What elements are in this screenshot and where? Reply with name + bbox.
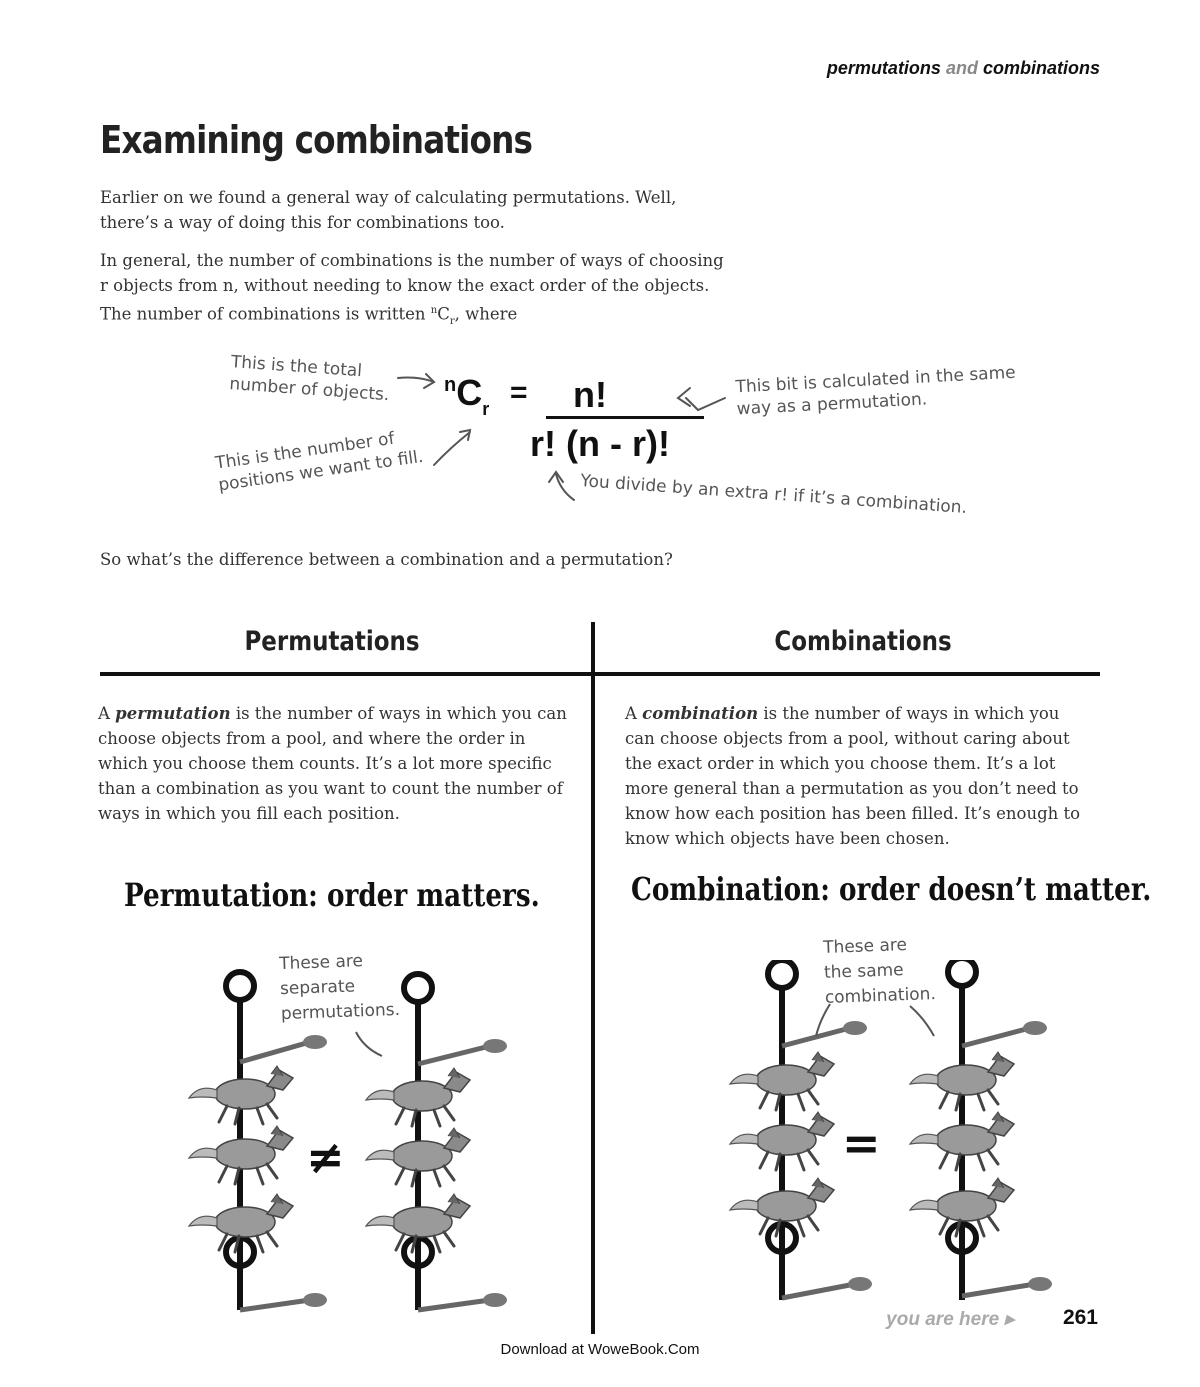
annotation-arrows [0,0,1200,560]
combinations-definition [625,701,1090,851]
running-head-and: and [945,58,978,78]
intro-paragraph-1: Earlier on we found a general way of calculating permutations. Well, there’s a way of doing this for combinations too. [100,188,677,232]
arrow-separate-perm [356,1032,382,1056]
note-positions: This is the number of positions we want to fill. [214,428,425,496]
formula-equals: = [510,376,528,409]
question: So what’s the difference between a combination and a permutation? [100,550,673,569]
not-equal-symbol: ≠ [306,1130,345,1184]
running-head-permutations: permutations [826,58,941,78]
arrow-total-objects [398,378,434,383]
permutation-tagline: Permutation: order matters. [124,876,540,914]
intro-p2-c: C [437,304,450,324]
note-permutation-bit: This bit is calculated in the same way as a permutation. [735,362,1017,420]
intro-p2-sup: n [430,305,438,316]
formula-denominator: r! (n - r)! [530,423,670,464]
perm-def-a: A [98,704,110,723]
permutation-pole-2 [366,974,507,1310]
horse-illustrations [150,960,1100,1320]
arrow-same-comb-2 [910,1006,934,1036]
arrow-permutation-head [678,388,690,406]
note-total-objects: This is the total number of objects. [228,352,390,406]
formula-sup-n: n [444,374,457,396]
formula-c: C [456,372,483,413]
combinations-heading: Combinations [774,626,952,657]
permutations-heading: Permutations [244,626,420,657]
intro-p2-where: , where [454,304,518,324]
page-number: 261 [1062,1306,1098,1329]
note-same-combination: These are the same combination. [822,935,937,1008]
arrow-positions [434,432,470,465]
you-are-here: you are here ▸ [886,1309,1014,1330]
note-separate-permutations: These are separate permutations. [278,951,401,1025]
formula-sub-r: r [482,399,490,419]
perm-def-term: permutation [115,704,231,723]
intro-p2-sub: r [449,315,455,327]
intro-p2-text: In general, the number of combinations is the number of ways of choosing r objects from n, without needing to know the exact order of the objects. The number of combinations is written [100,251,724,324]
arrow-divide [556,474,574,500]
arrow-permutation [686,398,725,410]
permutation-pole-1 [189,972,327,1310]
download-credit: Download at WoweBook.Com [500,1341,700,1358]
perm-def-rest: is the number of ways in which you can choose objects from a pool, and where the order in which you choose them counts. It’s a lot more specific than a combination as you want to count the number of ways in which you fill each position. [98,704,567,823]
comb-def-a: A [625,704,637,723]
running-head-combinations: combinations [982,58,1100,78]
page-title: Examining combinations [100,118,533,162]
formula-numerator: n! [573,374,607,415]
combination-pole-1 [730,960,872,1300]
arrow-same-comb-1 [816,1004,830,1036]
note-divide: You divide by an extra r! if it’s a combination. [579,471,968,519]
combination-tagline: Combination: order doesn’t matter. [631,870,1152,908]
comb-def-term: combination [642,704,759,723]
combination-pole-2 [910,960,1052,1300]
comb-def-rest: is the number of ways in which you can choose objects from a pool, without caring about the exact order in which you choose them. It’s a lot more general than a permutation as you don’t need to know how each position has been filled. It’s enough to know which objects have been chosen. [625,704,1081,848]
permutations-definition [98,701,568,826]
equals-symbol: = [842,1116,881,1170]
header-rule [100,672,1100,676]
